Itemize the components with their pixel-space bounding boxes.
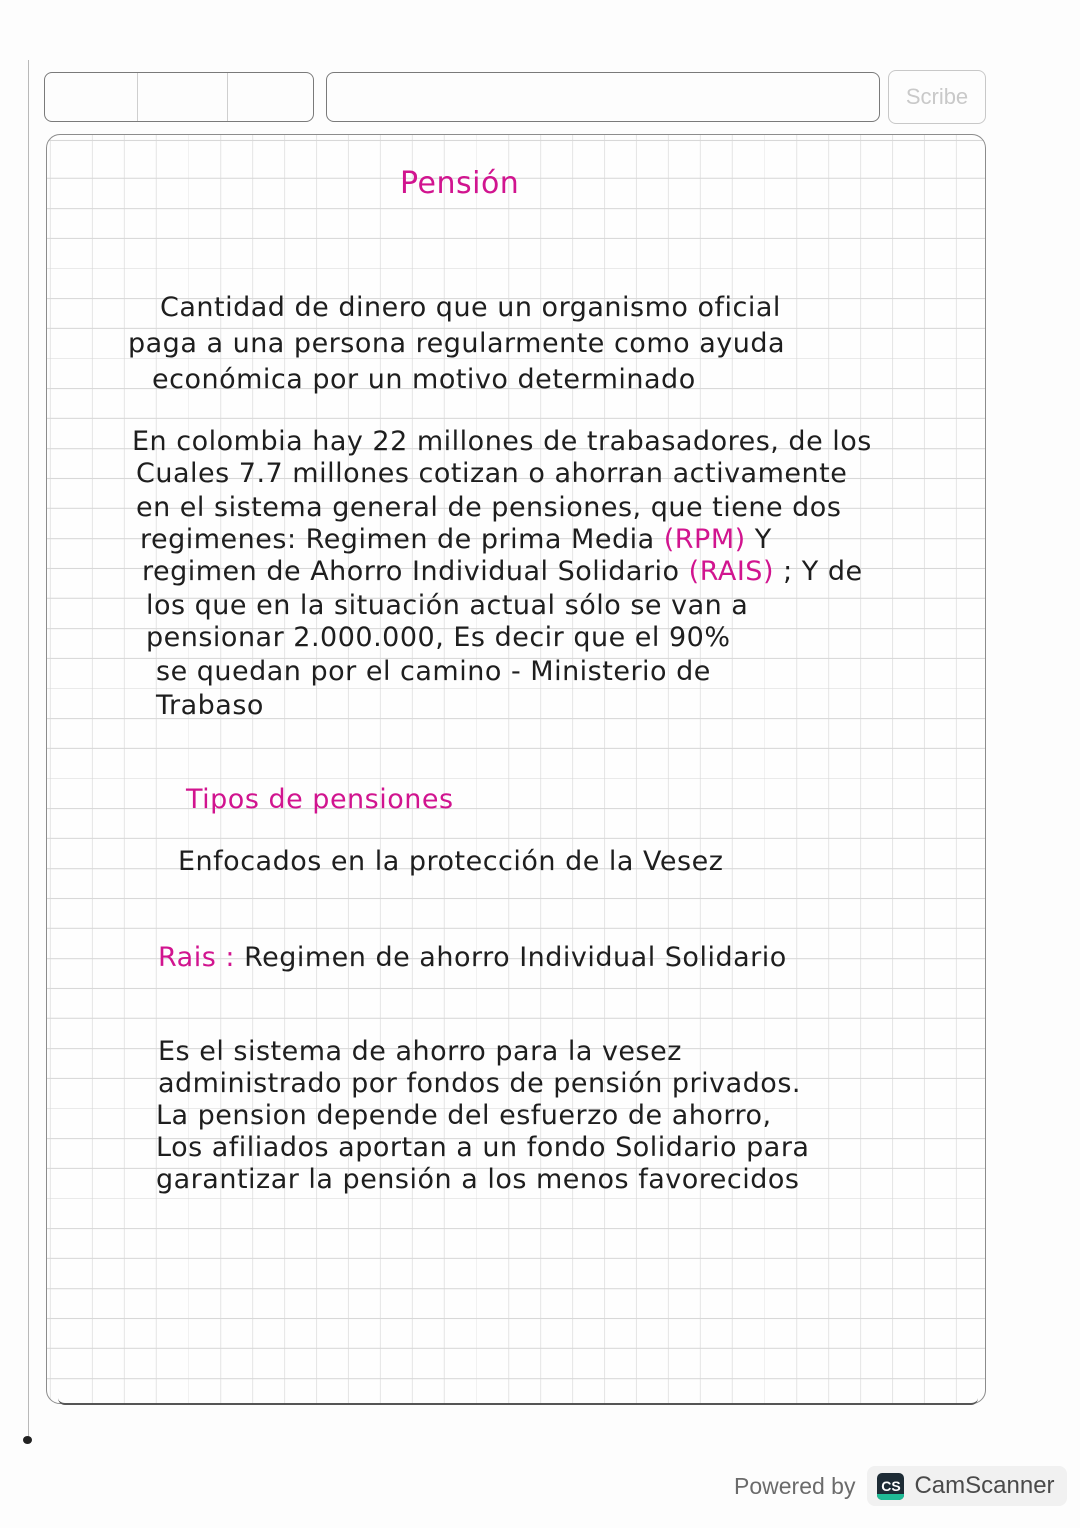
header-box-divider (137, 73, 138, 121)
text-segment: regimenes: Regimen de prima Media (140, 524, 655, 555)
camscanner-logo-icon (877, 1473, 904, 1500)
ink-blot (23, 1436, 32, 1444)
rais-definition-line (158, 942, 787, 973)
text-line: en el sistema general de pensiones, que tiene dos (136, 492, 842, 523)
page-bottom-edge (58, 1398, 978, 1405)
notebook-brand-label: Scribe (888, 70, 986, 124)
text-segment: regimen de Ahorro Individual Solidario (142, 556, 680, 587)
text-line: En colombia hay 22 millones de trabasadores, de los (132, 426, 872, 457)
text-line: garantizar la pensión a los menos favorecidos (156, 1164, 800, 1195)
text-line: Es el sistema de ahorro para la vesez (158, 1036, 682, 1067)
text-line (140, 524, 772, 555)
text-line: administrado por fondos de pensión privados. (158, 1068, 801, 1099)
powered-by-label: Powered by (734, 1472, 856, 1499)
text-line: económica por un motivo determinado (152, 364, 696, 395)
text-line: pensionar 2.000.000, Es decir que el 90% (146, 622, 731, 653)
header-date-box (44, 72, 314, 122)
section-heading: Tipos de pensiones (186, 784, 454, 815)
camscanner-logo-text: CS (881, 1478, 901, 1494)
text-line: paga a una persona regularmente como ayuda (128, 328, 786, 359)
text-segment: ; Y de (783, 556, 863, 587)
text-line: Cantidad de dinero que un organismo oficial (160, 292, 781, 323)
rpm-abbreviation: (RPM) (663, 524, 746, 555)
notebook-page (46, 134, 986, 1404)
camscanner-name: CamScanner (914, 1472, 1055, 1499)
focus-line: Enfocados en la protección de la Vesez (178, 846, 724, 877)
page-title: Pensión (400, 166, 520, 201)
text-segment: Y (754, 524, 772, 555)
rais-definition: Regimen de ahorro Individual Solidario (244, 942, 787, 973)
text-line: los que en la situación actual sólo se van a (146, 590, 749, 621)
text-line: La pension depende del esfuerzo de ahorro, (156, 1100, 772, 1131)
text-line: Los afiliados aportan a un fondo Solidario para (156, 1132, 810, 1163)
header-box-divider (227, 73, 228, 121)
camscanner-watermark (734, 1466, 1067, 1506)
page-margin-line (28, 60, 29, 1440)
text-line (142, 556, 863, 587)
rais-abbreviation: (RAIS) (688, 556, 774, 587)
camscanner-badge[interactable] (867, 1466, 1066, 1506)
header-title-box (326, 72, 880, 122)
text-line: Trabaso (156, 690, 264, 721)
text-line: se quedan por el camino - Ministerio de (156, 656, 711, 687)
rais-label: Rais : (158, 942, 235, 973)
text-line: Cuales 7.7 millones cotizan o ahorran activamente (136, 458, 848, 489)
